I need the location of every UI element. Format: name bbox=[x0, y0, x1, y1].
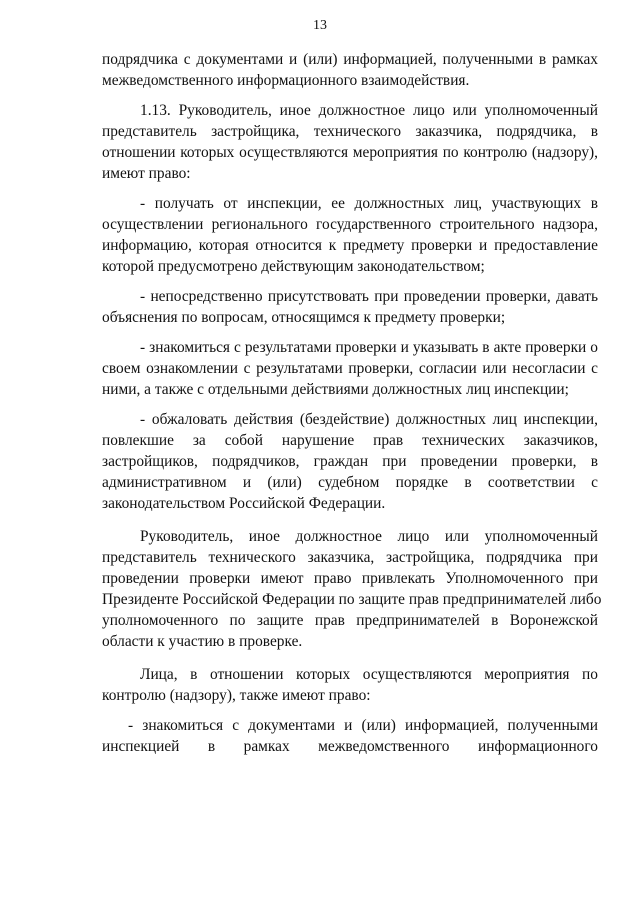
text-line: - знакомиться с документами и (или) информацией, полученными bbox=[128, 717, 598, 734]
text-line: застройщиков, подрядчиков, граждан при проведении проверки, в bbox=[102, 453, 598, 470]
text-line: своем ознакомлении с результатами проверки, согласии или несогласии с bbox=[102, 360, 598, 377]
text-line: объяснения по вопросам, относящимся к предмету проверки; bbox=[102, 309, 506, 326]
text-line: контролю (надзору), также имеют право: bbox=[102, 687, 371, 704]
text-line: области к участию в проверке. bbox=[102, 633, 303, 650]
paragraph-persons-rights bbox=[102, 664, 598, 706]
text-line: - непосредственно присутствовать при проведении проверки, давать bbox=[140, 288, 598, 305]
text-line: межведомственного информационного взаимодействия. bbox=[102, 72, 470, 89]
text-line: 1.13. Руководитель, иное должностное лицо или уполномоченный bbox=[140, 102, 598, 119]
text-line: Президенте Российской Федерации по защите прав предпринимателей либо bbox=[102, 591, 602, 608]
list-item-review-results bbox=[102, 337, 598, 400]
text-line: проведении проверки имеют право привлекать Уполномоченного при bbox=[102, 570, 598, 587]
text-line: - знакомиться с результатами проверки и указывать в акте проверки о bbox=[140, 339, 598, 356]
text-line: отношении которых осуществляются мероприятия по контролю (надзору), bbox=[102, 144, 598, 161]
text-line: представитель технического заказчика, застройщика, подрядчика при bbox=[102, 549, 598, 566]
text-line: представитель застройщика, технического заказчика, подрядчика, в bbox=[102, 123, 598, 140]
page-number: 13 bbox=[313, 18, 327, 33]
list-item-review-documents bbox=[102, 715, 598, 757]
text-line: которой предусмотрено действующим законодательством; bbox=[102, 258, 485, 275]
text-line: информацию, которая относится к предмету проверки и предоставление bbox=[102, 237, 598, 254]
paragraph-rights-1-13 bbox=[102, 100, 598, 184]
text-line: уполномоченного по защите прав предпринимателей в Воронежской bbox=[102, 612, 598, 629]
text-line: Лица, в отношении которых осуществляются мероприятия по bbox=[140, 666, 598, 683]
text-line: законодательством Российской Федерации. bbox=[102, 495, 386, 512]
text-line: имеют право: bbox=[102, 165, 191, 182]
paragraph-continuation bbox=[102, 49, 598, 91]
list-item-receive-info bbox=[102, 193, 598, 277]
text-line: повлекшие за собой нарушение прав технических заказчиков, bbox=[102, 432, 598, 449]
text-line: Руководитель, иное должностное лицо или уполномоченный bbox=[140, 528, 598, 545]
document-body bbox=[102, 49, 602, 757]
text-line: инспекцией в рамках межведомственного информационного bbox=[102, 738, 598, 755]
text-line: административном и (или) судебном порядке в соответствии с bbox=[102, 474, 598, 491]
text-line: - получать от инспекции, ее должностных лиц, участвующих в bbox=[140, 195, 598, 212]
text-line: осуществлении регионального государственного строительного надзора, bbox=[102, 216, 598, 233]
text-line: подрядчика с документами и (или) информацией, полученными в рамках bbox=[102, 51, 598, 68]
paragraph-ombudsman bbox=[102, 526, 602, 652]
list-item-attend-inspection bbox=[102, 286, 598, 328]
list-item-appeal-actions bbox=[102, 409, 598, 514]
text-line: - обжаловать действия (бездействие) должностных лиц инспекции, bbox=[140, 411, 598, 428]
text-line: ними, а также с отдельными действиями должностных лиц инспекции; bbox=[102, 381, 569, 398]
